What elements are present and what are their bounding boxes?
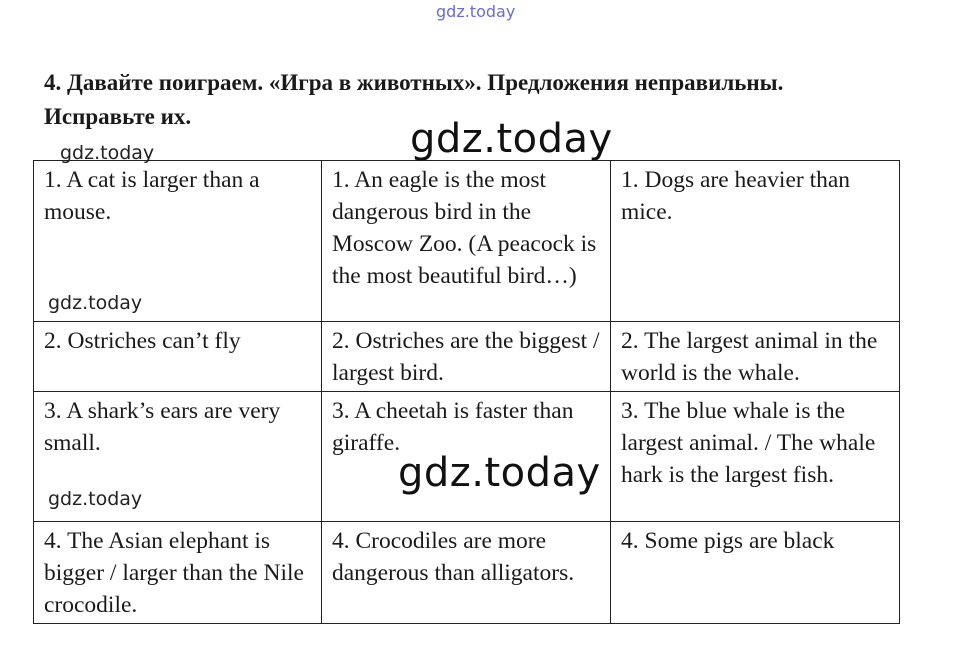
watermark-large: gdz.today: [410, 116, 613, 162]
watermark-small: gdz.today: [48, 292, 143, 314]
table-cell: 3. A cheetah is faster than giraffe.: [322, 392, 611, 522]
table-cell: 3. A shark’s ears are very small.: [34, 392, 322, 522]
table-cell: 2. The largest animal in the world is the whale.: [611, 322, 900, 392]
table-cell: 1. A cat is larger than a mouse.: [34, 161, 322, 322]
watermark-small: gdz.today: [48, 488, 143, 510]
table-row: [34, 322, 900, 392]
table-cell: 3. The blue whale is the largest animal. / The whale hark is the largest fish.: [611, 392, 900, 522]
table-cell: 4. Crocodiles are more dangerous than alligators.: [322, 522, 611, 624]
table-row: [34, 161, 900, 322]
watermark-small: gdz.today: [60, 142, 155, 164]
table-cell: 4. The Asian elephant is bigger / larger than the Nile crocodile.: [34, 522, 322, 624]
table-cell: 4. Some pigs are black: [611, 522, 900, 624]
exercise-heading: 4. Давайте поиграем. «Игра в животных». Предложения неправильны. Исправьте их.: [44, 70, 784, 129]
watermark-large: gdz.today: [398, 450, 601, 496]
table-cell: 1. An eagle is the most dangerous bird in the Moscow Zoo. (A peacock is the most beautiful bird…): [322, 161, 611, 322]
table-cell: 2. Ostriches can’t fly: [34, 322, 322, 392]
answers-table: [33, 160, 900, 624]
table-row: [34, 522, 900, 624]
table-cell: 2. Ostriches are the biggest / largest bird.: [322, 322, 611, 392]
watermark-top: gdz.today: [436, 2, 516, 21]
table-cell: 1. Dogs are heavier than mice.: [611, 161, 900, 322]
